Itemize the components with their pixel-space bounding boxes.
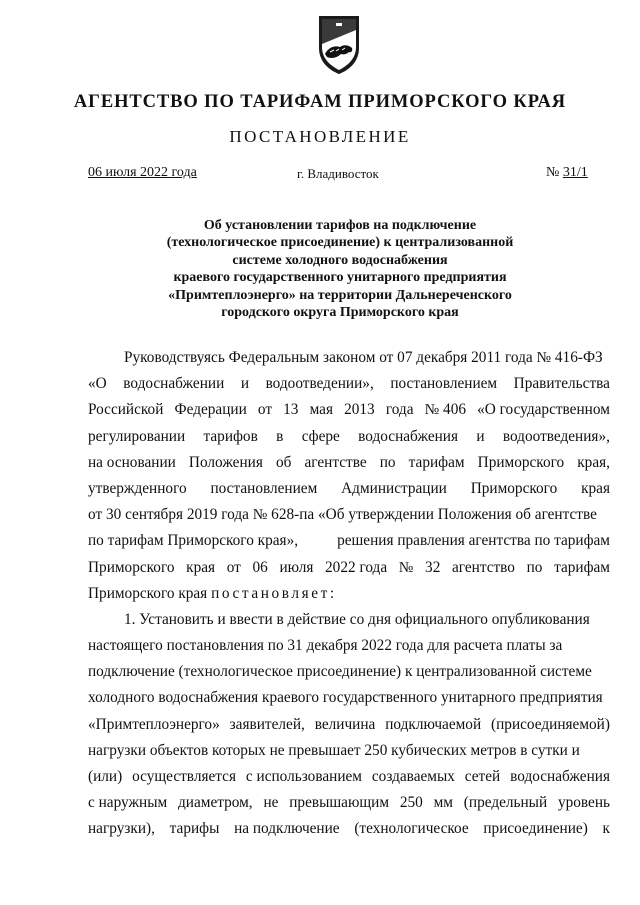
body-word: настоящего постановления по 31 декабря 2022 года для расчета платы за xyxy=(88,637,563,655)
body-word: (присоединяемой) xyxy=(491,715,610,733)
body-word: агентство xyxy=(452,558,515,576)
body-word: присоединение) xyxy=(483,820,588,838)
body-word: Положения xyxy=(188,453,263,471)
body-word: утвержденного xyxy=(88,479,187,497)
body-word: водоснабжении xyxy=(123,375,225,393)
body-word: 250 xyxy=(399,794,423,812)
body-text-spaced: постановляет: xyxy=(211,584,337,602)
body-word: тарифов xyxy=(203,427,258,445)
body-line xyxy=(88,685,610,711)
body-word: с использованием xyxy=(245,768,362,785)
title-line: системе холодного водоснабжения xyxy=(232,252,448,268)
body-word: (технологическое xyxy=(354,820,469,838)
body-line xyxy=(88,476,610,502)
body-word: не xyxy=(263,794,279,812)
body-line xyxy=(88,371,610,397)
document-city: г. Владивосток xyxy=(297,166,379,181)
body-word: нагрузки), xyxy=(88,820,155,838)
document-number xyxy=(546,165,588,181)
body-word: агентстве xyxy=(304,453,367,471)
body-line xyxy=(88,816,610,842)
body-word: водоотведении», xyxy=(265,375,374,393)
body-line xyxy=(88,397,610,423)
body-word: холодного водоснабжения краевого государственного унитарного предприятия xyxy=(88,689,603,707)
body-word: Приморского xyxy=(470,479,558,497)
body-word: «О xyxy=(88,375,107,393)
title-line: Об установлении тарифов на подключение xyxy=(203,218,477,233)
body-line xyxy=(88,659,610,685)
body-word: Администрации xyxy=(341,479,447,497)
body-word: уровень xyxy=(557,794,610,812)
body-line xyxy=(88,633,610,659)
body-word: мая xyxy=(309,401,333,419)
body-line xyxy=(88,424,610,450)
body-word: № 406 xyxy=(424,401,467,419)
body-word: 13 xyxy=(283,401,299,419)
title-line: краевого государственного унитарного предприятия xyxy=(173,270,507,286)
body-word: водоснабжения xyxy=(510,768,610,785)
body-word: края xyxy=(581,479,610,497)
body-word: края xyxy=(186,558,216,576)
body-line xyxy=(88,555,610,581)
body-word: № xyxy=(398,558,414,576)
body-word: на подключение xyxy=(234,820,340,838)
body-word: диаметром, xyxy=(178,794,253,812)
body-line xyxy=(88,712,610,738)
agency-name: АГЕНТСТВО ПО ТАРИФАМ ПРИМОРСКОГО КРАЯ xyxy=(73,92,567,112)
body-line xyxy=(88,502,610,528)
body-word: Правительства xyxy=(513,375,610,393)
number-prefix: № xyxy=(546,165,563,180)
body-line xyxy=(88,450,610,476)
body-word: от 30 сентября 2019 года № 628-па «Об утверждении Положения об агентстве xyxy=(88,506,597,524)
body-word: на основании xyxy=(88,453,176,471)
document-date: 06 июля 2022 года xyxy=(88,165,197,180)
body-word: по тарифам Приморского края», xyxy=(88,532,299,550)
body-word: постановлением xyxy=(210,479,318,497)
body-word: подключаемой xyxy=(385,715,482,733)
body-word: от xyxy=(257,401,273,419)
title-line: «Примтеплоэнерго» на территории Дальнереченского xyxy=(168,287,512,303)
body-word: величина xyxy=(314,715,376,733)
body-word: (предельный xyxy=(463,794,548,812)
title-line: (технологическое присоединение) к централизованной xyxy=(166,235,514,251)
body-word: нагрузки объектов которых не превышает 250 кубических метров в сутки и xyxy=(88,741,580,759)
body-line xyxy=(88,764,610,790)
body-line xyxy=(88,528,610,554)
body-word: об xyxy=(275,453,292,471)
body-word: тарифы xyxy=(169,820,220,838)
body-line xyxy=(88,581,610,607)
body-line xyxy=(88,790,610,816)
primorsky-krai-coat-of-arms-icon xyxy=(316,14,362,76)
body-word: и xyxy=(476,427,485,445)
body-word: тарифам xyxy=(554,558,610,576)
body-line xyxy=(88,607,610,633)
document-body xyxy=(88,345,610,843)
title-line: городского округа Приморского края xyxy=(221,305,459,321)
body-word: Приморского xyxy=(88,558,175,576)
body-word: постановлением xyxy=(390,375,498,393)
body-word: по xyxy=(379,453,396,471)
body-word: 1. Установить и ввести в действие со дня официального опубликования xyxy=(124,610,590,628)
document-type: ПОСТАНОВЛЕНИЕ xyxy=(229,127,411,146)
document-title xyxy=(100,217,580,321)
body-word: 2022 года xyxy=(325,558,388,576)
body-word: в xyxy=(276,427,284,445)
body-word: тарифам xyxy=(408,453,465,471)
body-word: сетей xyxy=(464,768,501,785)
body-word: заявителей, xyxy=(229,715,305,733)
body-word: 32 xyxy=(425,558,441,576)
body-line xyxy=(88,345,610,371)
body-word: «Примтеплоэнерго» xyxy=(88,715,220,733)
body-word: 2013 xyxy=(344,401,375,419)
number-value: 31/1 xyxy=(562,165,588,180)
body-word: года xyxy=(385,401,414,419)
body-line xyxy=(88,738,610,764)
body-word: сфере xyxy=(301,427,340,445)
body-word: Федерации xyxy=(174,401,247,419)
body-word: к xyxy=(602,820,610,838)
body-word: осуществляется xyxy=(132,768,236,785)
body-word: превышающим xyxy=(289,794,390,812)
body-word: от xyxy=(226,558,241,576)
body-word: и xyxy=(240,375,250,393)
body-word: по xyxy=(526,558,543,576)
body-word: 06 xyxy=(252,558,268,576)
body-word: Руководствуясь Федеральным законом от 07 декабря 2011 года № 416-ФЗ xyxy=(124,349,603,366)
body-word: водоотведения», xyxy=(502,427,610,445)
body-word: (или) xyxy=(88,768,123,785)
body-word: «О государственном xyxy=(477,401,610,419)
body-word: регулировании xyxy=(88,427,186,445)
body-word: Приморского xyxy=(477,453,565,471)
body-word: водоснабжения xyxy=(358,427,459,445)
body-word: июля xyxy=(279,558,314,576)
body-word: создаваемых xyxy=(371,768,455,785)
body-word: с наружным xyxy=(88,794,168,812)
body-word: края, xyxy=(577,453,610,471)
body-word: мм xyxy=(433,794,453,812)
body-word: Российской xyxy=(88,401,164,419)
body-text: Приморского края xyxy=(88,584,212,602)
body-word: подключение (технологическое присоединение) к централизованной системе xyxy=(88,663,592,681)
body-word: решения правления агентства по тарифам xyxy=(337,532,610,550)
